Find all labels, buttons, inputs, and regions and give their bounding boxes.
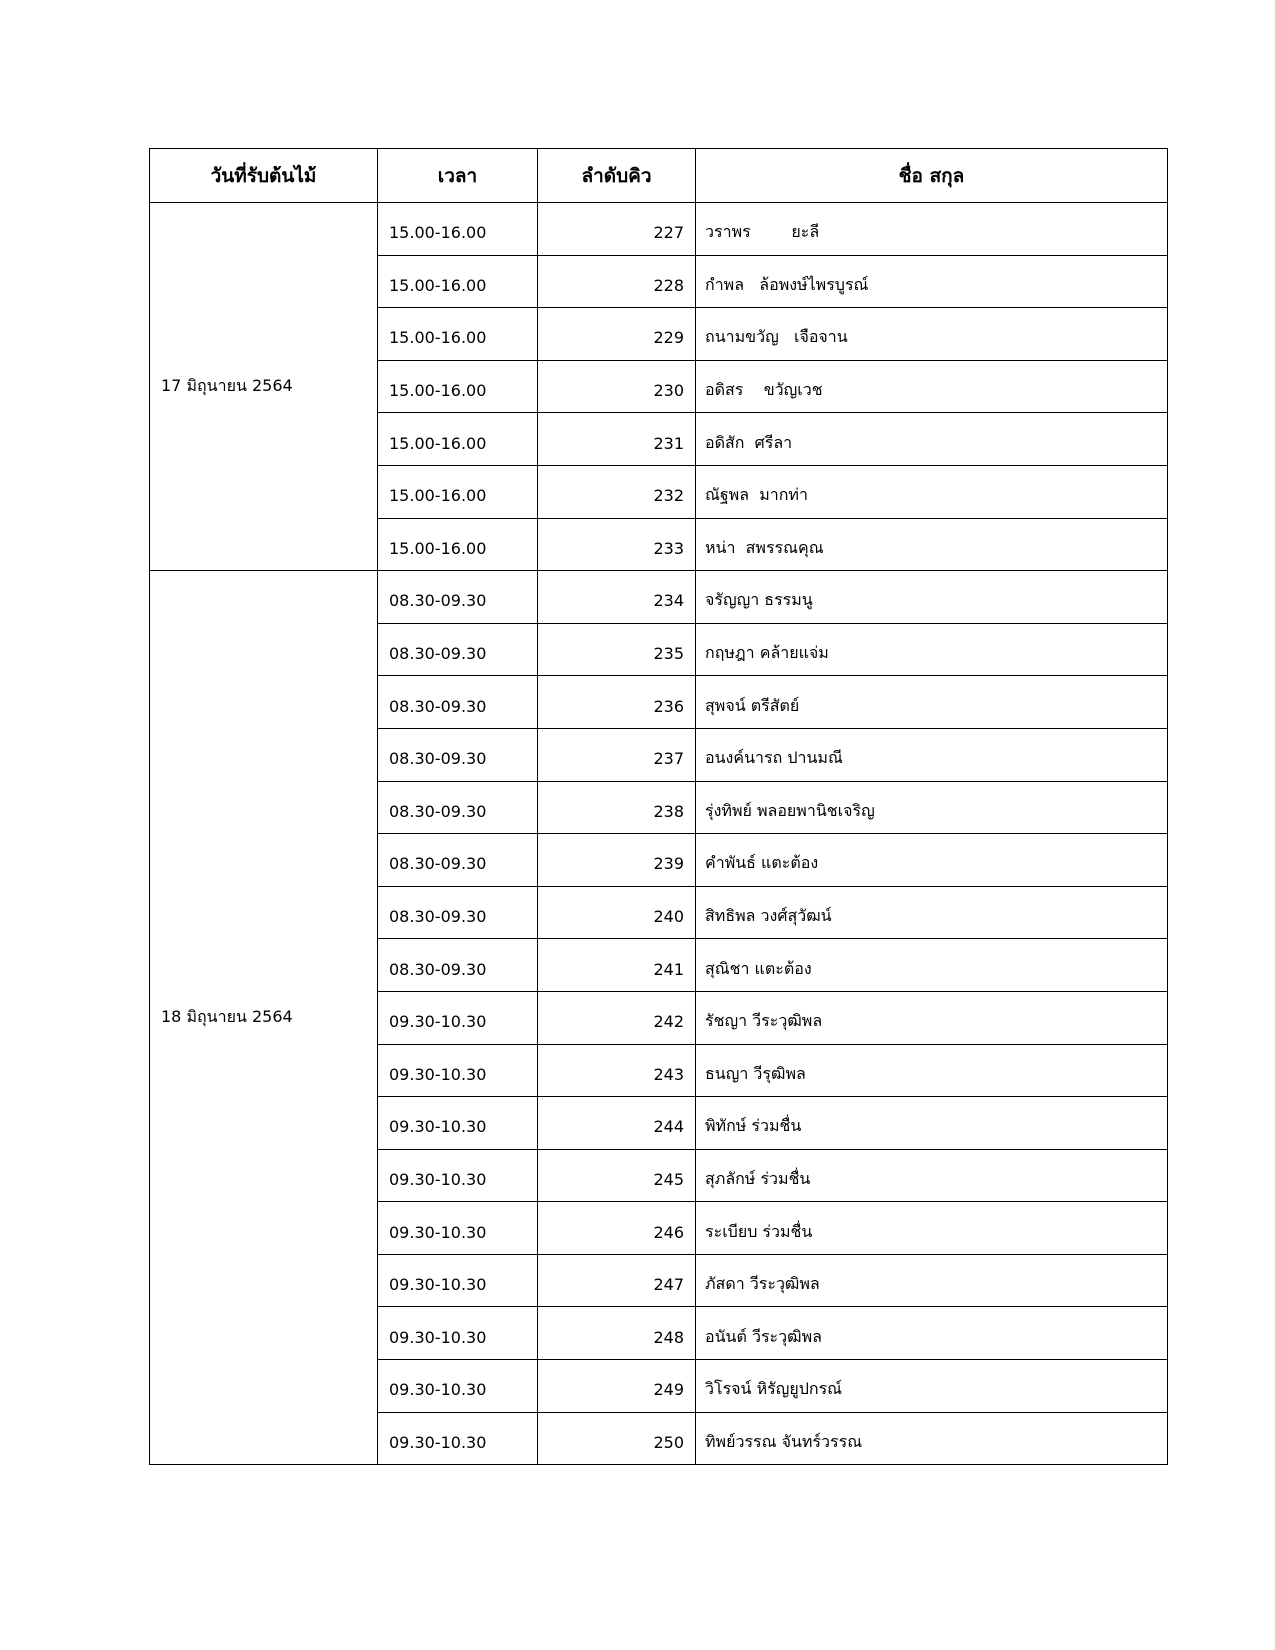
queue-number-cell: 242 xyxy=(538,991,696,1044)
name-cell: คำพันธ์ แตะต้อง xyxy=(696,834,1168,887)
name-cell: จรัญญา ธรรมนู xyxy=(696,571,1168,624)
queue-number-cell: 237 xyxy=(538,728,696,781)
queue-number-cell: 231 xyxy=(538,413,696,466)
name-cell: อดิสัก ศรีลา xyxy=(696,413,1168,466)
queue-number-cell: 249 xyxy=(538,1360,696,1413)
time-cell: 08.30-09.30 xyxy=(378,676,538,729)
name-cell: กำพล ล้อพงษ์ไพรบูรณ์ xyxy=(696,255,1168,308)
queue-number-cell: 239 xyxy=(538,834,696,887)
time-cell: 08.30-09.30 xyxy=(378,623,538,676)
time-cell: 15.00-16.00 xyxy=(378,413,538,466)
name-cell: สุภลักษ์ ร่วมชื่น xyxy=(696,1149,1168,1202)
header-time: เวลา xyxy=(378,149,538,203)
name-cell: ระเบียบ ร่วมชื่น xyxy=(696,1202,1168,1255)
queue-number-cell: 232 xyxy=(538,465,696,518)
queue-table xyxy=(149,148,1168,1465)
table-header xyxy=(150,149,1168,203)
queue-number-cell: 238 xyxy=(538,781,696,834)
name-cell: อนงค์นารถ ปานมณี xyxy=(696,728,1168,781)
queue-number-cell: 230 xyxy=(538,360,696,413)
name-cell: ภัสดา วีระวุฒิพล xyxy=(696,1254,1168,1307)
name-cell: อดิสร ขวัญเวช xyxy=(696,360,1168,413)
pickup-date-cell: 17 มิถุนายน 2564 xyxy=(150,203,378,571)
time-cell: 08.30-09.30 xyxy=(378,571,538,624)
time-cell: 08.30-09.30 xyxy=(378,939,538,992)
name-cell: รุ่งทิพย์ พลอยพานิชเจริญ xyxy=(696,781,1168,834)
time-cell: 08.30-09.30 xyxy=(378,781,538,834)
queue-number-cell: 244 xyxy=(538,1097,696,1150)
header-date: วันที่รับต้นไม้ xyxy=(150,149,378,203)
time-cell: 09.30-10.30 xyxy=(378,1254,538,1307)
time-cell: 09.30-10.30 xyxy=(378,1044,538,1097)
queue-number-cell: 245 xyxy=(538,1149,696,1202)
name-cell: ธนญา วีรุฒิพล xyxy=(696,1044,1168,1097)
queue-number-cell: 228 xyxy=(538,255,696,308)
queue-number-cell: 247 xyxy=(538,1254,696,1307)
time-cell: 09.30-10.30 xyxy=(378,1307,538,1360)
time-cell: 15.00-16.00 xyxy=(378,308,538,361)
time-cell: 15.00-16.00 xyxy=(378,360,538,413)
name-cell: กฤษฎา คล้ายแจ่ม xyxy=(696,623,1168,676)
table-body xyxy=(150,203,1168,1465)
pickup-date-cell: 18 มิถุนายน 2564 xyxy=(150,571,378,1465)
time-cell: 15.00-16.00 xyxy=(378,465,538,518)
queue-number-cell: 233 xyxy=(538,518,696,571)
time-cell: 09.30-10.30 xyxy=(378,1202,538,1255)
time-cell: 09.30-10.30 xyxy=(378,1149,538,1202)
name-cell: ทิพย์วรรณ จันทร์วรรณ xyxy=(696,1412,1168,1465)
queue-number-cell: 240 xyxy=(538,886,696,939)
time-cell: 09.30-10.30 xyxy=(378,1412,538,1465)
time-cell: 08.30-09.30 xyxy=(378,834,538,887)
queue-number-cell: 243 xyxy=(538,1044,696,1097)
name-cell: วิโรจน์ หิรัญยูปกรณ์ xyxy=(696,1360,1168,1413)
time-cell: 09.30-10.30 xyxy=(378,991,538,1044)
name-cell: สุพจน์ ตรีสัตย์ xyxy=(696,676,1168,729)
time-cell: 09.30-10.30 xyxy=(378,1360,538,1413)
name-cell: วราพร ยะลี xyxy=(696,203,1168,256)
name-cell: สุณิชา แตะต้อง xyxy=(696,939,1168,992)
queue-number-cell: 234 xyxy=(538,571,696,624)
table-row xyxy=(150,571,1168,624)
queue-number-cell: 235 xyxy=(538,623,696,676)
time-cell: 15.00-16.00 xyxy=(378,518,538,571)
header-row xyxy=(150,149,1168,203)
time-cell: 15.00-16.00 xyxy=(378,255,538,308)
queue-number-cell: 241 xyxy=(538,939,696,992)
queue-number-cell: 227 xyxy=(538,203,696,256)
name-cell: สิทธิพล วงศ์สุวัฒน์ xyxy=(696,886,1168,939)
queue-number-cell: 236 xyxy=(538,676,696,729)
header-name: ชื่อ สกุล xyxy=(696,149,1168,203)
time-cell: 15.00-16.00 xyxy=(378,203,538,256)
time-cell: 08.30-09.30 xyxy=(378,886,538,939)
name-cell: อนันต์ วีระวุฒิพล xyxy=(696,1307,1168,1360)
queue-number-cell: 246 xyxy=(538,1202,696,1255)
name-cell: ถนามขวัญ เจือจาน xyxy=(696,308,1168,361)
time-cell: 09.30-10.30 xyxy=(378,1097,538,1150)
time-cell: 08.30-09.30 xyxy=(378,728,538,781)
name-cell: ณัฐพล มากท่า xyxy=(696,465,1168,518)
queue-number-cell: 248 xyxy=(538,1307,696,1360)
queue-number-cell: 250 xyxy=(538,1412,696,1465)
queue-number-cell: 229 xyxy=(538,308,696,361)
name-cell: หน่า สพรรณคุณ xyxy=(696,518,1168,571)
table-row xyxy=(150,203,1168,256)
header-queue: ลำดับคิว xyxy=(538,149,696,203)
name-cell: รัชญา วีระวุฒิพล xyxy=(696,991,1168,1044)
name-cell: พิทักษ์ ร่วมชื่น xyxy=(696,1097,1168,1150)
